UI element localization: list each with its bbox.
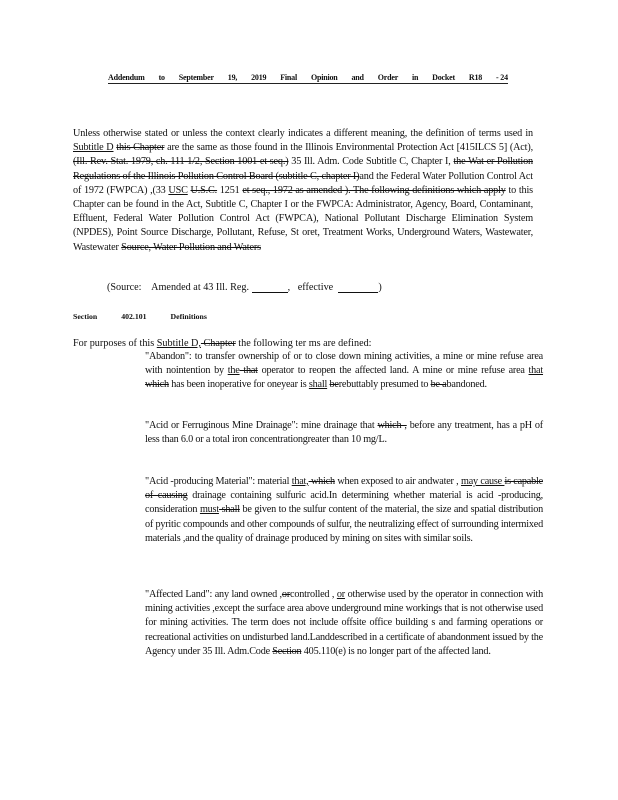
header-word: Addendum [108,73,145,82]
text-run: bandoned. [446,379,487,391]
definition-affected-land [145,588,543,659]
text-run: 1251 [217,184,243,196]
definition-acid-mine-drainage [145,419,543,447]
text-run: rebuttably presumed to [338,379,431,391]
text-run: be given to the sulfur content of the material, the size and spatial distribution of pyritic compounds and other compounds of sulfur, the neutralizing effect of surrounding intermixed materials ,and the quality of drainage produced by mining on sites with similar soils. [145,504,544,544]
blank-register-page [252,283,288,293]
text-run: 35 Ill. Adm. Code Subtitle C, Chapter I, [288,156,454,168]
inserted-text: USC [168,184,188,196]
header-word: September [178,73,214,82]
text-run: when exposed to air andwater , [334,476,461,487]
header-word: R18 [468,73,483,82]
text-run: drainage containing sulfuric acid.In determining whether material is acid -producing, consideration [145,490,543,516]
header-word: to [158,73,165,82]
deleted-text: that [239,365,258,377]
page-header [108,73,508,84]
section-heading [73,312,207,321]
header-word: 19, [227,73,238,82]
definition-abandon [145,350,543,393]
definition-acid-producing-material [145,475,543,546]
deleted-text: this Chapter [116,142,165,154]
text-run: "Acid -producing Material": material [145,476,292,487]
deleted-text: be [329,379,339,391]
section-label: Section [73,312,98,321]
inserted-text: must [199,504,219,516]
deleted-text: (Ill. Rev. Stat. 1979, ch. 111 1/2, Section 1001 et seq.) [73,156,289,168]
source-comma: , [287,282,291,293]
deleted-text: which [308,476,335,487]
text-run: are the same as those found in the Illinois Environmental Protection Act [415ILCS 5] (Act), [164,142,533,154]
text-run: For purposes of this [73,338,157,349]
header-word: in [411,73,419,82]
deleted-text: U.S.C. [190,184,218,196]
source-effective-text: effective [297,282,334,293]
deleted-text: et seq., 1972 as amended ) [242,184,349,196]
text-run: otherwise used by the operator in connection with mining activities ,except the surface area above underground mine workings that is not otherwise used for mining activities. The term does not include offsite office building s and farming operations or recreational activities on undisturbed land.Landdescribed in a certificate of abandonment issued by the Agency under 35 Ill. Adm.Code [145,589,544,657]
text-run: controlled , [290,589,337,600]
definitions-preamble-paragraph [73,127,533,255]
deleted-text: Chapter [200,338,236,349]
deleted-text: which , [377,420,407,431]
inserted-text: that [528,365,544,377]
inserted-text: that, [291,476,309,487]
deleted-text: which [145,379,169,391]
text-run: "Acid or Ferruginous Mine Drainage": mine drainage that [145,420,378,431]
definitions-intro [73,338,372,349]
inserted-text: shall [308,379,328,391]
deleted-text: . The following definitions which apply [348,184,506,196]
text-run: and the Federal Water Pollution Control Act of 1972 (FWPCA) ,(33 [73,170,533,196]
source-close: ) [378,282,382,293]
source-note [107,282,382,293]
deleted-text: shall [218,504,240,516]
deleted-text: the Wat er Pollution Regulations of the Illinois Pollution Control Board (subtitle C, chapter I) [73,156,533,182]
inserted-text: may cause [460,476,505,487]
inserted-text: or [336,589,345,600]
text-run: to this Chapter can be found in the Act, Subtitle C, Chapter I or the FWPCA: Administrator, Agency, Board, Contaminant, Effluent, Federal Water Pollution Control Act (FWPCA), National Pollutant Discharge Elimination System (NPDES), Point Source Discharge, Pollutant, Refuse, St oret, Treatment Works, Underground Waters, Wastewater, Wastewater [73,184,533,253]
text-run: operator to reopen the affected land. A mine or mine refuse area [257,365,529,377]
source-amended-text: Amended at 43 Ill. Reg. [151,282,250,293]
header-word: 2019 [251,73,267,82]
text-run: "Abandon": to transfer ownership of or to close down mining activities, a mine or mine refuse area with nointention by [145,351,543,377]
header-word: Order [377,73,399,82]
inserted-text: Subtitle D [73,142,114,154]
text-run: has been inoperative for oneyear is [168,379,309,391]
inserted-text: Subtitle D, [156,338,201,349]
header-word: - 24 [496,73,508,82]
deleted-text: Source, Water Pollution and Waters [121,241,261,253]
deleted-text: be a [430,379,447,391]
inserted-text: the [227,365,240,377]
header-word: and [351,73,364,82]
header-word: Opinion [310,73,338,82]
text-run: 405.110(e) is no longer part of the affected land. [301,645,491,657]
section-title: Definitions [170,312,207,321]
source-label: (Source: [107,282,142,293]
text-run: "Affected Land": any land owned , [145,589,282,600]
deleted-text: Section [272,645,302,657]
header-word: Final [280,73,298,82]
deleted-text: is capable of causing [145,476,543,502]
header-word: Docket [432,73,455,82]
text-run: the following ter ms are defined: [235,338,372,349]
blank-effective-date [338,283,378,293]
text-run: Unless otherwise stated or unless the context clearly indicates a different meaning, the definition of terms used in [73,128,533,139]
text-run: before any treatment, has a pH of less than 6.0 or a total iron concentrationgreater than 10 mg/L. [145,420,543,446]
deleted-text: or [281,589,291,600]
section-number: 402.101 [121,312,147,321]
